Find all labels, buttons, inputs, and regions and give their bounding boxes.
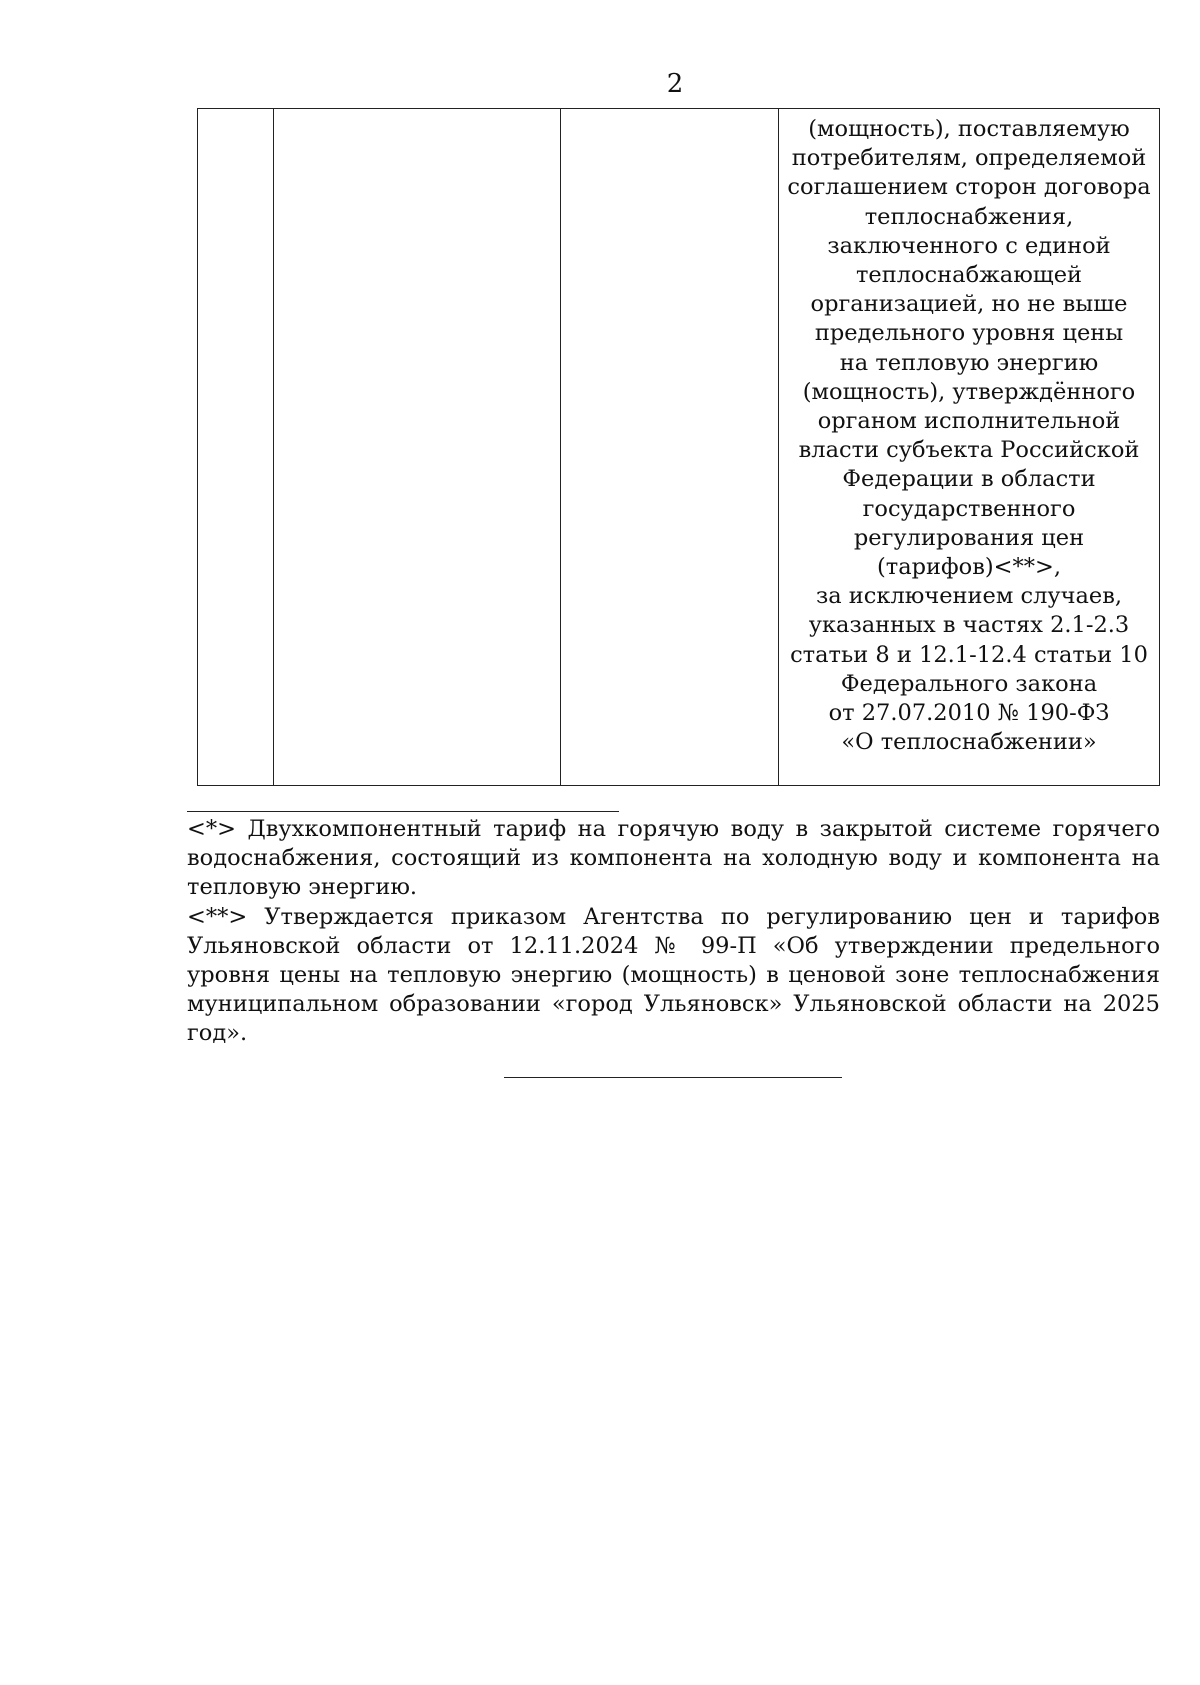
footnote-single-asterisk: <*> Двухкомпонентный тариф на горячую воду в закрытой системе горячего водоснабжения, состоящий из компонента на холодную воду и компонента на тепловую энергию. — [187, 816, 1160, 901]
cell-text-line: Федерации в области — [842, 466, 1096, 493]
footnote-double-asterisk: <**> Утверждается приказом Агентства по регулированию цен и тарифов Ульяновской области от 12.11.2024 № 99-П «Об утверждении предельного уровня цены на тепловую энергию (мощность) в ценовой зоне теплоснабжения муниципальном образовании «город Ульяновск» Ульяновской области на 2025 год». — [187, 903, 1160, 1047]
column-divider — [560, 109, 561, 785]
cell-text-line: указанных в частях 2.1-2.3 — [808, 612, 1130, 639]
cell-text-line: теплоснабжения, — [864, 203, 1074, 230]
cell-text-line: государственного — [862, 495, 1076, 522]
page-number: 2 — [666, 69, 684, 99]
footnotes — [187, 815, 1160, 1049]
footnote-separator — [187, 811, 619, 812]
cell-text-line: на тепловую энергию — [839, 349, 1099, 376]
cell-text-line: статьи 8 и 12.1-12.4 статьи 10 — [790, 641, 1148, 668]
closing-line — [504, 1077, 842, 1078]
cell-text-line: за исключением случаев, — [815, 583, 1123, 610]
cell-text-line: (мощность), поставляемую — [808, 116, 1130, 142]
cell-text-line: органом исполнительной — [817, 408, 1121, 435]
cell-text-line: регулирования цен — [853, 524, 1085, 551]
last-column-cell-text — [778, 115, 1160, 757]
column-divider — [273, 109, 274, 785]
cell-text-line: организацией, но не выше — [810, 291, 1128, 318]
cell-text-line: власти субъекта Российской — [798, 437, 1140, 464]
cell-text-line: (мощность), утверждённого — [802, 378, 1136, 405]
cell-text-line: (тарифов)<**>, — [877, 554, 1061, 581]
cell-text-line: заключенного с единой — [827, 232, 1111, 259]
cell-text-line: потребителям, определяемой — [791, 145, 1147, 172]
cell-text-line: Федерального закона — [840, 670, 1098, 697]
cell-text-line: предельного уровня цены — [814, 320, 1124, 347]
cell-text-line: соглашением сторон договора — [787, 174, 1151, 201]
cell-text-line: «О теплоснабжении» — [841, 729, 1097, 756]
cell-text-line: теплоснабжающей — [855, 262, 1083, 289]
cell-text-line: от 27.07.2010 № 190-ФЗ — [828, 700, 1110, 727]
tariff-table-continuation — [197, 108, 1160, 786]
